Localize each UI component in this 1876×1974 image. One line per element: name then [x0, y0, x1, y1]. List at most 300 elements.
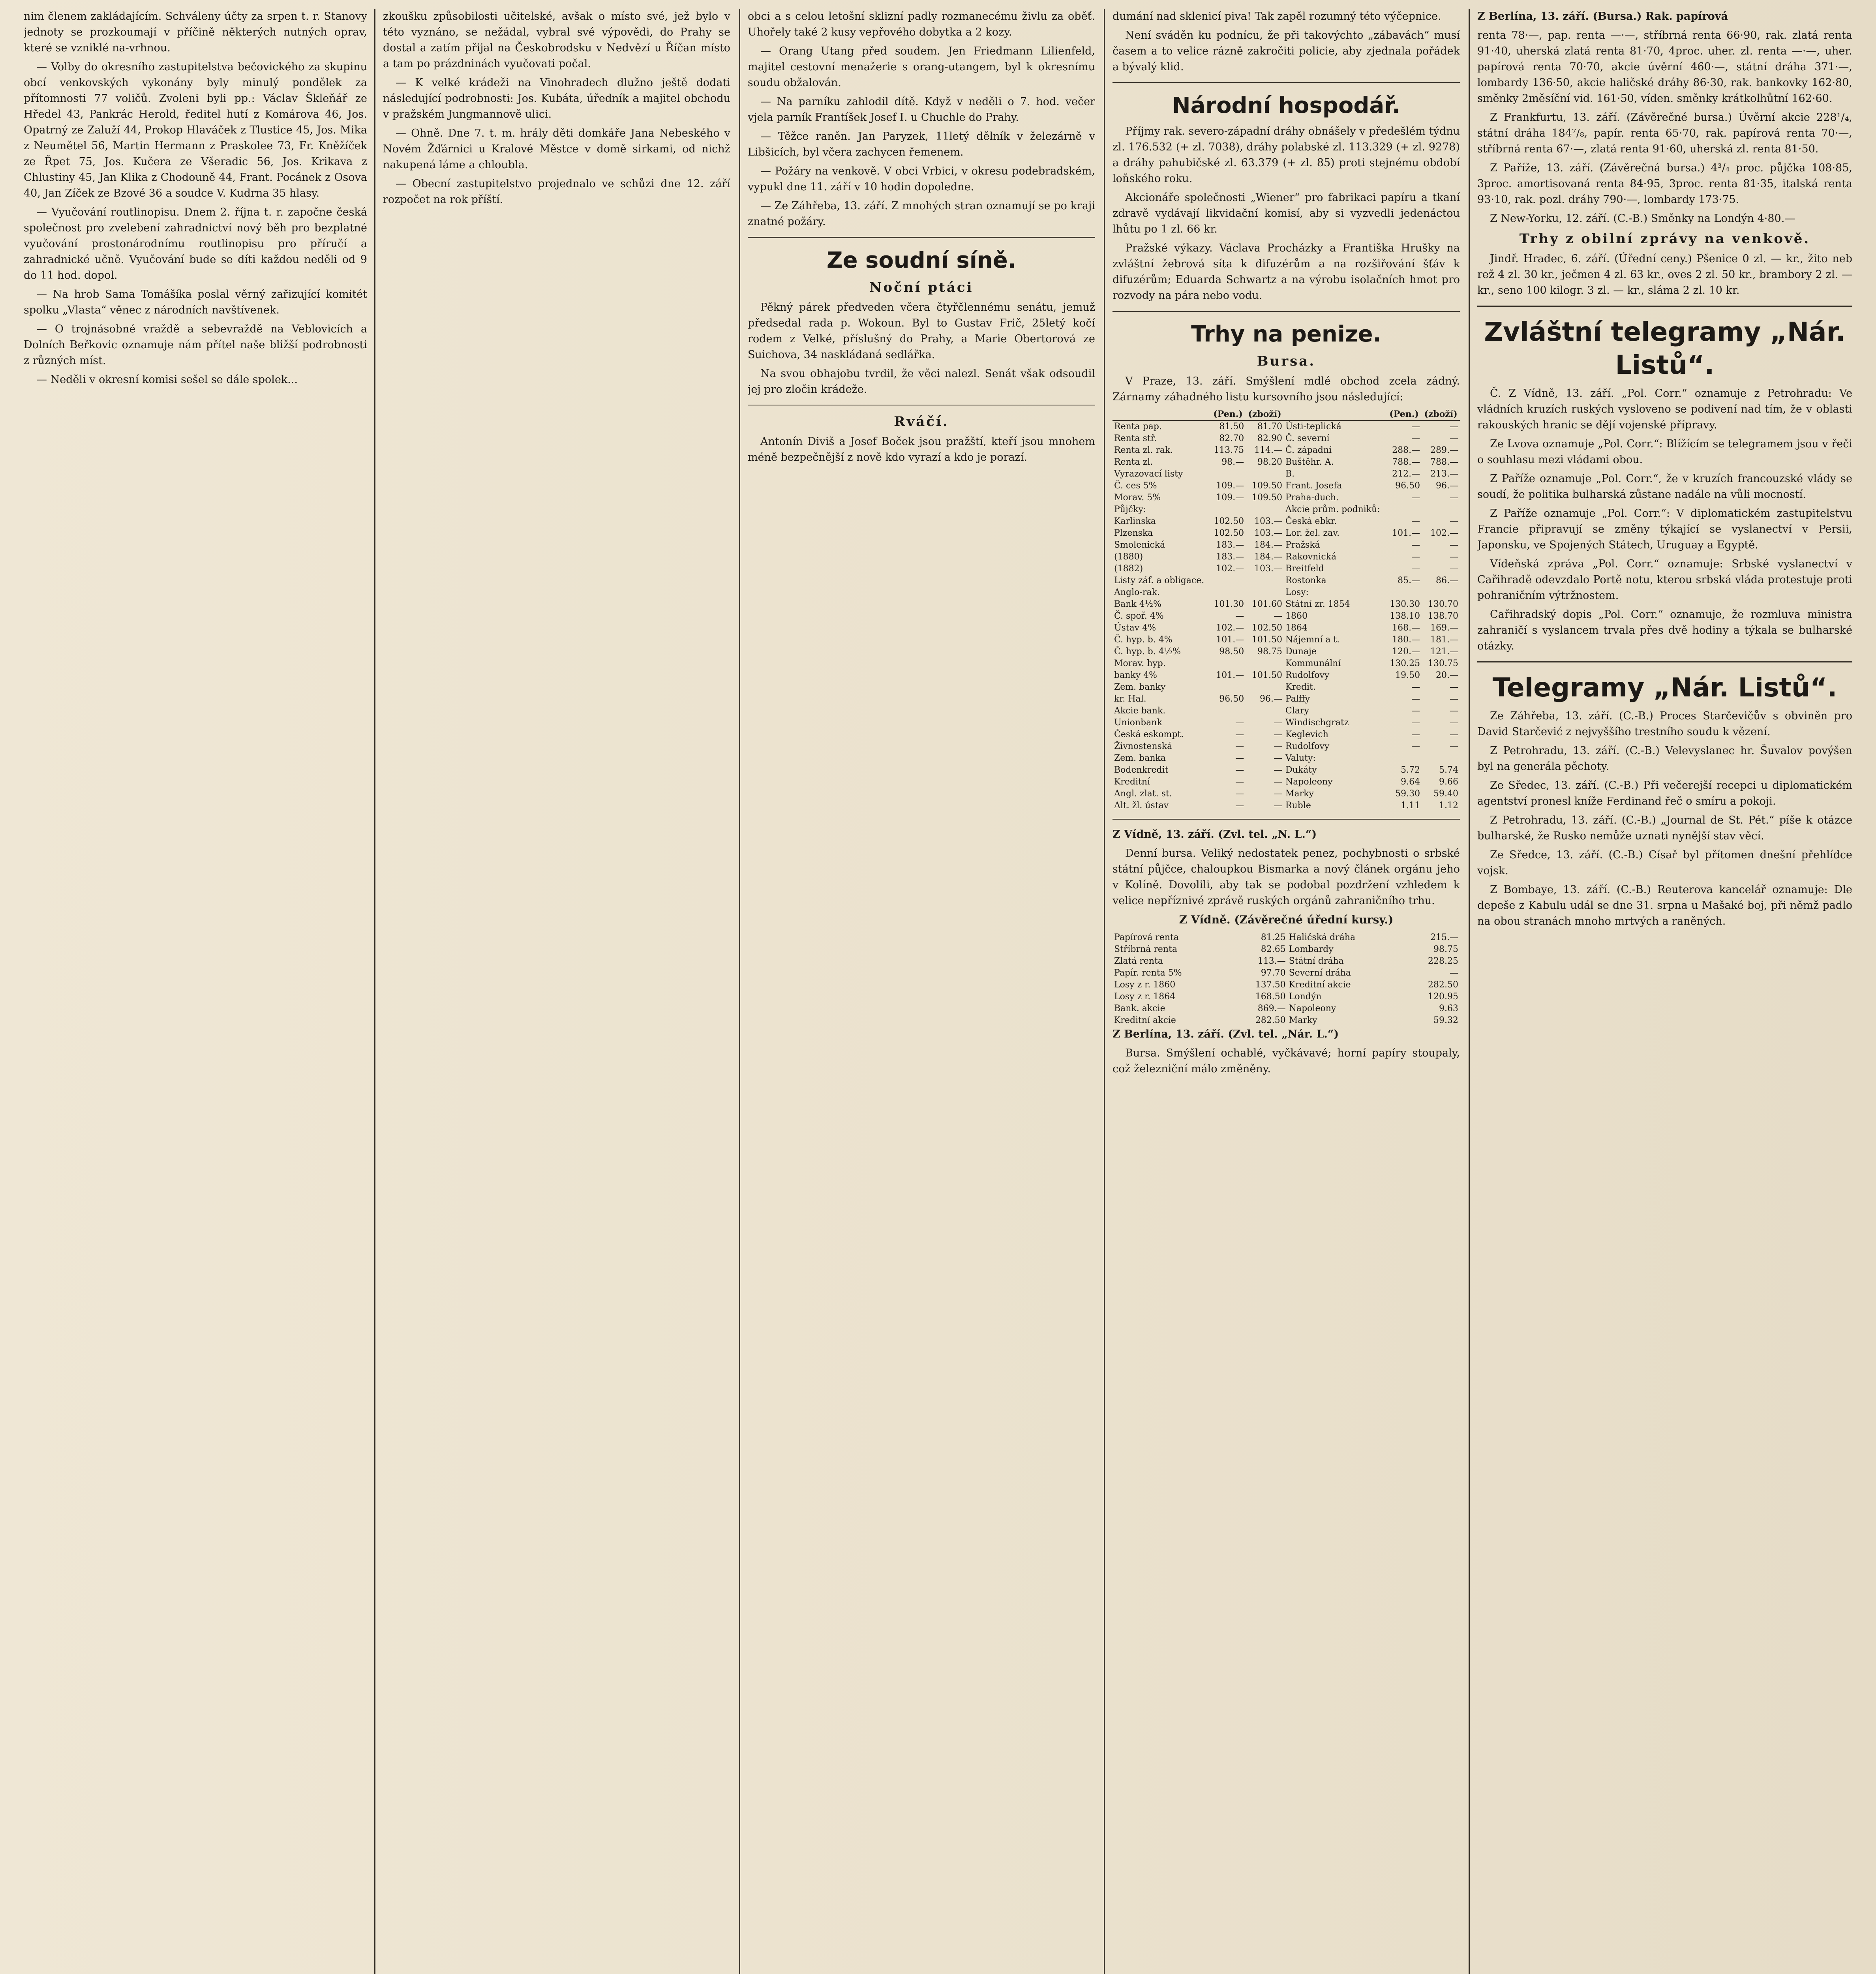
table-header-row: [1112, 408, 1460, 420]
table-cell: —: [1450, 516, 1458, 526]
table-cell: Buštěhr. A.: [1285, 457, 1334, 467]
table-cell: Č. hyp. b. 4½%: [1114, 647, 1181, 657]
table-cell: 109.—: [1216, 493, 1244, 503]
table-row: [1112, 752, 1460, 764]
table-cell: 138.70: [1428, 611, 1458, 621]
table-row: [1112, 705, 1460, 717]
table-cell: 213.—: [1430, 469, 1458, 479]
table-cell: Kommunální: [1285, 659, 1341, 668]
table-cell: —: [1411, 741, 1420, 751]
table-cell: Živnostenská: [1114, 741, 1172, 751]
table-cell: 98.75: [1433, 944, 1458, 954]
table-cell: Ruble: [1285, 801, 1311, 811]
article-paragraph: nim členem zakládajícím. Schváleny účty za srpen t. r. Stanovy jednoty se prozkoumají v příčině některých nutných oprav, které se vzniklé na-vrhnou.: [24, 10, 367, 54]
table-cell: 109.50: [1251, 493, 1282, 503]
table-cell: [1246, 705, 1284, 717]
table-cell: —: [1235, 765, 1244, 775]
table-cell: Napoleony: [1285, 777, 1333, 787]
article-paragraph: Příjmy rak. severo-západní dráhy obnášely v předešlém týdnu zl. 176.532 (+ zl. 7038), dráhy polabské zl. 113.329 (+ zl. 9278) a dráhy pahubičské zl. 63.379 (+ zl. 85) proti stejnému období loňského roku.: [1112, 125, 1460, 185]
table-cell: 98.50: [1219, 647, 1244, 657]
table-cell: —: [1450, 422, 1458, 432]
table-cell: Státní dráha: [1289, 956, 1344, 966]
table-row: [1112, 1003, 1460, 1015]
table-cell: 120.95: [1428, 992, 1458, 1002]
table-cell: 228.25: [1428, 956, 1458, 966]
article-paragraph: — Na parníku zahlodil dítě. Když v neděli o 7. hod. večer vjela parník Frantíšek Josef I. u Chuchle do Prahy.: [748, 96, 1095, 124]
table-cell: —: [1235, 730, 1244, 739]
table-cell: 82.65: [1261, 944, 1286, 954]
article-paragraph: obci a s celou letošní sklizní padly rozmanecému živlu za oběť. Uhořely také 2 kusy vepřového dobytka a 2 kozy.: [748, 10, 1095, 38]
table-cell: Kredit.: [1285, 682, 1316, 692]
column-rule: [1469, 9, 1470, 1974]
table-cell: 869.—: [1257, 1004, 1286, 1013]
article-paragraph: Pražské výkazy. Václava Procházky a Františka Hrušky na zvláštní žebrová síta k difuzérům a na rozšiřování šťáv k difuzérům; Eduarda Schwartz a na výrobu isolačních hmot pro rozvody na pára nebo vodu.: [1112, 242, 1460, 302]
table-cell: —: [1450, 564, 1458, 574]
table-row: [1112, 456, 1460, 468]
telegram-paragraph: Z Petrohradu, 13. září. (C.-B.) Velevyslanec hr. Šuvalov povýšen byl na generála pěchoty.: [1477, 745, 1852, 773]
table-cell: 183.—: [1216, 552, 1244, 562]
table-cell: 5.72: [1401, 765, 1420, 775]
table-cell: Kreditní: [1114, 777, 1150, 787]
table-cell: Listy záf. a obligace.: [1114, 576, 1204, 585]
table-cell: 168.—: [1392, 623, 1420, 633]
table-cell: Nájemní a t.: [1285, 635, 1340, 645]
table-cell: 109.—: [1216, 481, 1244, 491]
article-paragraph: Na svou obhajobu tvrdil, že věci nalezl. Senát však odsoudil jej pro zločin krádeže.: [748, 368, 1095, 396]
table-cell: Valuty:: [1285, 753, 1316, 763]
court-section-title: Ze soudní síně.: [826, 248, 1017, 273]
table-row: [1112, 693, 1460, 705]
table-cell: 121.—: [1430, 647, 1458, 657]
table-cell: Česká ebkr.: [1285, 516, 1337, 526]
table-cell: 81.70: [1257, 422, 1282, 432]
table-cell: 102.—: [1216, 564, 1244, 574]
table-cell: [1210, 681, 1246, 693]
section-divider: [1477, 306, 1852, 307]
article-paragraph: — Na hrob Sama Tomášíka poslal věrný zařizující komitét spolku „Vlasta“ věnec z národních navštívenek.: [24, 288, 367, 316]
table-row: [1112, 622, 1460, 634]
table-row: [1112, 967, 1460, 979]
table-cell: Rostonka: [1285, 576, 1326, 585]
telegram-paragraph: Ze Sředce, 13. září. (C.-B.) Císař byl přítomen dnešní přehlídce vojsk.: [1477, 849, 1852, 877]
table-cell: 102.—: [1216, 623, 1244, 633]
table-row: [1112, 646, 1460, 658]
table-cell: —: [1411, 694, 1420, 704]
table-cell: Anglo-rak.: [1114, 587, 1160, 597]
article-paragraph: Denní bursa. Veliký nedostatek penez, pochybnosti o srbské státní půjčce, chaloupkou Bismarka a nový článek orgánu jeho v Kolíně. Dovolili, aby tak se podobal pozdržení vzhledem k velice nepříznivé zprávě ruských orgánů zahraničního trhu.: [1112, 847, 1460, 907]
table-cell: 113.75: [1214, 445, 1244, 455]
table-row: [1112, 539, 1460, 551]
column-3: [748, 9, 1095, 1974]
article-paragraph: — Požáry na venkově. V obci Vrbici, v okresu podebradském, vypukl dne 11. září v 10 hodin dopoledne.: [748, 165, 1095, 193]
table-cell: [1246, 504, 1284, 516]
table-cell: —: [1450, 968, 1458, 978]
table-row: [1112, 563, 1460, 575]
table-cell: 103.—: [1254, 564, 1282, 574]
telegrams-title: Telegramy „Nár. Listů“.: [1492, 672, 1837, 703]
section-divider: [1112, 82, 1460, 83]
table-row: [1112, 729, 1460, 741]
table-cell: [1422, 504, 1460, 516]
column-4: [1112, 9, 1460, 1974]
table-cell: Haličská dráha: [1289, 933, 1356, 942]
section-divider: [1112, 819, 1460, 820]
table-cell: 181.—: [1430, 635, 1458, 645]
table-cell: —: [1450, 682, 1458, 692]
table-cell: —: [1411, 516, 1420, 526]
table-cell: 130.25: [1390, 659, 1420, 668]
table-cell: 82.70: [1219, 433, 1244, 443]
table-header-cell: [1112, 408, 1210, 420]
table-cell: Karlinska: [1114, 516, 1156, 526]
section-divider: [1477, 661, 1852, 662]
article-paragraph: dumání nad sklenicí piva! Tak zapěl rozumný této výčepnice.: [1112, 10, 1441, 23]
table-cell: Bank 4½%: [1114, 599, 1162, 609]
table-cell: —: [1273, 741, 1282, 751]
table-cell: Vyrazovací listy: [1114, 469, 1183, 479]
telegram-paragraph: Cařihradský dopis „Pol. Corr.“ oznamuje, že rozmluva ministra zahraničí s vyslancem trvala přes dvě hodiny a týkala se bulharské otázky.: [1477, 608, 1852, 652]
table-row: [1112, 1015, 1460, 1026]
table-row: [1112, 551, 1460, 563]
article-paragraph: Z Frankfurtu, 13. září. (Závěrečné bursa.) Úvěrní akcie 228¹/₄, státní dráha 184⁷/₈, papír. renta 65·70, rak. papírová renta 70·—, stříbrná renta 67·—, zlatá renta 91·60, uherská zl. renta 81·50.: [1477, 111, 1852, 155]
table-cell: Papír. renta 5%: [1114, 968, 1182, 978]
table-cell: 130.30: [1390, 599, 1420, 609]
table-row: [1112, 527, 1460, 539]
article-paragraph: — Vyučování routlinopisu. Dnem 2. října t. r. započne česká společnost pro zvelebení zahradnictví nový běh pro bezplatné vyučování prostonárodnímu routlinopisu pro příručí a zahradnické učně. Vyučování bude se díti každou neděli od 9 do 11 hod. dopol.: [24, 206, 367, 281]
telegram-paragraph: Č. Z Vídně, 13. září. „Pol. Corr.“ oznamuje z Petrohradu: Ve vládních kruzích ruských vysloveno se podivení nad tím, že v oblasti rakouských hranic se dějí vojenské přípravy.: [1477, 387, 1852, 431]
column-1: [24, 9, 367, 1974]
table-cell: Unionbank: [1114, 718, 1162, 728]
court-article-title: Noční ptáci: [869, 280, 974, 295]
article-paragraph: — Ohně. Dne 7. t. m. hrály děti domkáře Jana Nebeského v Novém Žďárnici u Kralové Městce v domě sirkami, od nichž nakupená láme a chloubla.: [383, 127, 730, 171]
table-cell: Losy z r. 1864: [1114, 992, 1176, 1002]
table-cell: Rudolfovy: [1285, 741, 1330, 751]
table-cell: Frant. Josefa: [1285, 481, 1342, 491]
table-cell: Č. spoř. 4%: [1114, 611, 1164, 621]
table-cell: 5.74: [1439, 765, 1458, 775]
table-cell: 183.—: [1216, 540, 1244, 550]
table-cell: Bodenkredit: [1114, 765, 1169, 775]
table-cell: —: [1411, 540, 1420, 550]
table-cell: —: [1450, 493, 1458, 503]
table-cell: 212.—: [1392, 469, 1420, 479]
table-cell: 98.—: [1221, 457, 1244, 467]
table-cell: [1246, 587, 1284, 599]
table-cell: —: [1450, 552, 1458, 562]
table-cell: 102.50: [1214, 516, 1244, 526]
article-paragraph: Není sváděn ku podnícu, že při takovýchto „zábavách“ musí časem a to velice rázně zakročiti policie, aby zjednala pořádek a bývalý klid.: [1112, 29, 1460, 73]
table-cell: —: [1411, 433, 1420, 443]
table-cell: —: [1273, 718, 1282, 728]
table-cell: 101.60: [1251, 599, 1282, 609]
table-cell: 215.—: [1430, 933, 1458, 942]
table-row: [1112, 420, 1460, 433]
table-cell: 788.—: [1392, 457, 1420, 467]
table-row: [1112, 932, 1460, 944]
table-cell: —: [1411, 493, 1420, 503]
table-cell: B.: [1285, 469, 1295, 479]
article-paragraph: zkoušku způsobilosti učitelské, avšak o místo své, jež bylo v této vyznáno, se nežádal, vybral své výpovědi, do Prahy se dostal a zatím přijal na Českobrodsku v Nedvězí u Říčan místo a tam po prázdninách vyučovati počal.: [383, 10, 730, 70]
table-cell: [1386, 587, 1422, 599]
prague-bourse-table: [1112, 408, 1460, 812]
feuilleton-title: Rváčí.: [894, 414, 949, 430]
table-cell: 114.—: [1254, 445, 1282, 455]
section-divider: [1112, 311, 1460, 312]
table-cell: [1210, 587, 1246, 599]
table-cell: —: [1450, 730, 1458, 739]
table-cell: 96.—: [1259, 694, 1282, 704]
table-cell: —: [1273, 789, 1282, 799]
vienna-close-table: [1112, 932, 1460, 1026]
table-cell: Pražská: [1285, 540, 1320, 550]
table-row: [1112, 800, 1460, 812]
table-cell: 101.—: [1216, 670, 1244, 680]
table-cell: 137.50: [1255, 980, 1286, 990]
article-paragraph: — O trojnásobné vraždě a sebevraždě na Veblovicích a Dolních Beřkovic oznamuje nám přítel naše bližší podrobnosti z různých míst.: [24, 323, 367, 367]
table-cell: 102.—: [1430, 528, 1458, 538]
article-paragraph: Bursa. Smýšlení ochablé, vyčkávavé; horní papíry stoupaly, což železniční málo změněny.: [1112, 1047, 1460, 1075]
table-cell: 282.50: [1428, 980, 1458, 990]
table-cell: Praha-duch.: [1285, 493, 1339, 503]
table-cell: —: [1450, 540, 1458, 550]
table-cell: [1246, 468, 1284, 480]
column-rule: [374, 9, 375, 1974]
telegram-paragraph: Z Petrohradu, 13. září. (C.-B.) „Journal de St. Pét.“ píše k otázce bulharské, že Rusko nemůže uznati nynější stav věcí.: [1477, 814, 1852, 842]
vienna-close-title: Z Vídně. (Závěrečné úřední kursy.): [1179, 913, 1394, 926]
table-cell: [1386, 504, 1422, 516]
article-paragraph: Akcionáře společnosti „Wiener“ pro fabrikaci papíru a tkaní zdravě vydávají likvidační komisí, aby si vyzvedli jedenáctou lhůtu po 1 zl. 66 kr.: [1112, 191, 1460, 235]
table-cell: Č. hyp. b. 4%: [1114, 635, 1172, 645]
table-cell: Londýn: [1289, 992, 1322, 1002]
table-cell: [1246, 658, 1284, 670]
table-cell: 9.66: [1439, 777, 1458, 787]
telegram-paragraph: Z Bombaye, 13. září. (C.-B.) Reuterova kancelář oznamuje: Dle depeše z Kabulu udál se dne 31. srpna u Mašaké boj, při němž padlo na obou stranách mnoho mrtvých a raněných.: [1477, 884, 1852, 927]
table-cell: Marky: [1289, 1015, 1317, 1025]
table-cell: banky 4%: [1114, 670, 1157, 680]
table-cell: Rakovnická: [1285, 552, 1337, 562]
table-cell: 130.75: [1428, 659, 1458, 668]
table-cell: 282.50: [1255, 1015, 1286, 1025]
table-cell: —: [1235, 801, 1244, 811]
table-cell: Kreditní akcie: [1114, 1015, 1176, 1025]
table-cell: [1422, 752, 1460, 764]
article-paragraph: — Volby do okresního zastupitelstva bečovického za skupinu obcí venkovských vykonány byly minulý pondělek za přítomnosti 77 voličů. Zvoleni byli pp.: Václav Škleňář ze Hředel 43, Pankrác Herold, ředitel hutí z Komárova 46, Jos. Opatrný ze Zaluží 44, Prokop Hlaváček z Tlustice 45, Jos. Mika z Neumětel 56, Martin Hermann z Praskolee 73, Fr. Kněžíček ze Řpet 75, Jos. Kučera ze Všeradic 56, Jos. Krikava z Chlustiny 45, Jan Klika z Chodouně 44, Frant. Pocánek z Osova 40, Jan Zíček ze Bzové 36 a soudce V. Kudrna 35 hlasy.: [24, 61, 367, 199]
table-cell: Půjčky:: [1114, 505, 1146, 514]
table-cell: Breitfeld: [1285, 564, 1324, 574]
table-row: [1112, 717, 1460, 729]
table-cell: 101.50: [1251, 635, 1282, 645]
article-paragraph: Z Paříže, 13. září. (Závěrečná bursa.) 4³/₄ proc. půjčka 108·85, 3proc. amortisovaná renta 84·95, 3proc. renta 81·35, italská renta 93·10, rak. pozl. dráhy 790·—, lombardy 173·75.: [1477, 162, 1852, 206]
table-cell: Morav. 5%: [1114, 493, 1161, 503]
table-row: [1112, 670, 1460, 681]
telegram-paragraph: Z Paříže oznamuje „Pol. Corr.“, že v kruzích francouzské vlády se soudí, že politika bulharská zůstane nadále na vůli mocností.: [1477, 473, 1852, 501]
table-cell: Renta pap.: [1114, 422, 1162, 432]
telegram-paragraph: Ze Sředec, 13. září. (C.-B.) Při večerejší recepci u diplomatickém agentství pronesl kníže Ferdinand řeč o smíru a pokoji.: [1477, 779, 1852, 807]
table-header-cell: (zboží): [1246, 408, 1284, 420]
article-paragraph: — K velké krádeži na Vinohradech dlužno ještě dodati následující podrobnosti: Jos. Kubáta, úředník a majitel obchodu v pražském Jungmannově ulici.: [383, 77, 730, 120]
table-row: [1112, 445, 1460, 456]
table-cell: 98.75: [1257, 647, 1282, 657]
table-cell: —: [1235, 753, 1244, 763]
table-cell: Stříbrná renta: [1114, 944, 1178, 954]
table-cell: 19.50: [1395, 670, 1420, 680]
table-cell: —: [1411, 718, 1420, 728]
table-cell: 169.—: [1430, 623, 1458, 633]
table-cell: 97.70: [1261, 968, 1286, 978]
table-cell: Dukáty: [1285, 765, 1317, 775]
table-cell: 138.10: [1390, 611, 1420, 621]
table-cell: Akcie bank.: [1114, 706, 1166, 716]
table-row: [1112, 776, 1460, 788]
bursa-subtitle: Bursa.: [1257, 353, 1316, 369]
table-cell: 184.—: [1254, 540, 1282, 550]
table-cell: Č. ces 5%: [1114, 481, 1157, 491]
table-row: [1112, 587, 1460, 599]
table-header-cell: (zboží): [1422, 408, 1460, 420]
table-cell: Zlatá renta: [1114, 956, 1163, 966]
vienna-telegram-title: Z Vídně, 13. září. (Zvl. tel. „N. L.“): [1112, 828, 1317, 841]
table-cell: —: [1235, 741, 1244, 751]
table-header-cell: (Pen.): [1386, 408, 1422, 420]
article-paragraph: Pěkný párek předveden včera čtyřčlennému senátu, jemuž předsedal rada p. Wokoun. Byl to Gustav Frič, 25letý kočí rodem z Velké, příslušný do Prahy, a Marie Obertorová ze Suichova, 34 naskládaná sedlářka.: [748, 301, 1095, 361]
table-cell: 103.—: [1254, 516, 1282, 526]
table-cell: 109.50: [1251, 481, 1282, 491]
table-cell: [1386, 752, 1422, 764]
table-cell: 96.50: [1219, 694, 1244, 704]
table-cell: Morav. hyp.: [1114, 659, 1166, 668]
table-cell: Severní dráha: [1289, 968, 1351, 978]
table-row: [1112, 504, 1460, 516]
table-row: [1112, 979, 1460, 991]
telegram-paragraph: Ze Lvova oznamuje „Pol. Corr.“: Blížícím se telegramem jsou v řeči o souhlasu mezi vládami obou.: [1477, 438, 1852, 466]
article-paragraph: — Orang Utang před soudem. Jen Friedmann Lilienfeld, majitel cestovní menažerie s orang-utangem, byl k okresnímu soudu obžalován.: [748, 45, 1095, 89]
table-cell: Zem. banky: [1114, 682, 1166, 692]
table-cell: Losy z r. 1860: [1114, 980, 1176, 990]
column-2: [383, 9, 730, 1974]
table-cell: —: [1411, 564, 1420, 574]
table-cell: [1246, 575, 1284, 587]
table-cell: Ústav 4%: [1114, 623, 1156, 633]
table-cell: —: [1273, 730, 1282, 739]
table-cell: 82.90: [1257, 433, 1282, 443]
economy-section-title: Národní hospodář.: [1172, 93, 1401, 118]
table-cell: —: [1450, 741, 1458, 751]
table-cell: Palffy: [1285, 694, 1310, 704]
table-cell: 9.63: [1439, 1004, 1458, 1013]
table-cell: 103.—: [1254, 528, 1282, 538]
table-cell: —: [1450, 706, 1458, 716]
table-row: [1112, 468, 1460, 480]
table-cell: 788.—: [1430, 457, 1458, 467]
table-cell: 1.11: [1401, 801, 1420, 811]
table-cell: —: [1235, 789, 1244, 799]
article-paragraph: renta 78·—, pap. renta —·—, stříbrná renta 66·90, rak. zlatá renta 91·40, uherská zlatá renta 81·70, 4proc. uher. zl. renta —·—, uher. papírová renta 70·70, akcie úvěrní 460·—, státní dráha 371·—, lombardy 136·50, akcie haličské dráhy 86·30, rak. bankovky 162·80, směnky 2měsíční vid. 161·50, víden. směnky krátkolhůtní 162·60.: [1477, 29, 1852, 105]
table-cell: 102.50: [1251, 623, 1282, 633]
table-cell: —: [1273, 777, 1282, 787]
table-cell: Plzenska: [1114, 528, 1153, 538]
table-cell: Renta stř.: [1114, 433, 1157, 443]
article-paragraph: — Neděli v okresní komisi sešel se dále spolek...: [36, 373, 298, 386]
table-cell: [1422, 587, 1460, 599]
table-cell: 98.20: [1257, 457, 1282, 467]
table-row: [1112, 433, 1460, 445]
table-cell: —: [1273, 801, 1282, 811]
table-cell: Bank. akcie: [1114, 1004, 1165, 1013]
table-cell: —: [1411, 422, 1420, 432]
table-cell: [1210, 658, 1246, 670]
berlin-bourse-title: Z Berlína, 13. září. (Bursa.) Rak. papírová: [1477, 10, 1728, 23]
table-cell: Napoleony: [1289, 1004, 1336, 1013]
article-paragraph: Jindř. Hradec, 6. září. (Úřední ceny.) Pšenice 0 zl. — kr., žito neb rež 4 zl. 30 kr., ječmen 4 zl. 63 kr., oves 2 zl. 50 kr., brambory 2 zl. — kr., seno 100 kilogr. 3 zl. — kr., sláma 2 zl. 10 kr.: [1477, 253, 1852, 296]
section-divider: [748, 237, 1095, 238]
table-cell: Clary: [1285, 706, 1309, 716]
table-row: [1112, 741, 1460, 752]
table-cell: 184.—: [1254, 552, 1282, 562]
table-cell: —: [1235, 718, 1244, 728]
table-cell: 180.—: [1392, 635, 1420, 645]
table-cell: Akcie prům. podniků:: [1285, 505, 1380, 514]
telegram-paragraph: Vídeňská zpráva „Pol. Corr.“ oznamuje: Srbské vyslanectví v Cařihradě odevzdalo Portě notu, kterou srbská vláda protestuje proti pohraničním výtržnostem.: [1477, 558, 1852, 602]
grain-market-title: Trhy z obilní zprávy na venkově.: [1519, 231, 1810, 247]
table-cell: 9.64: [1401, 777, 1420, 787]
table-cell: Č. severní: [1285, 433, 1330, 443]
table-cell: Dunaje: [1285, 647, 1317, 657]
table-cell: —: [1411, 552, 1420, 562]
table-cell: Renta zl.: [1114, 457, 1153, 467]
table-cell: Zem. banka: [1114, 753, 1166, 763]
table-cell: Angl. zlat. st.: [1114, 789, 1172, 799]
table-cell: [1210, 705, 1246, 717]
table-cell: Rudolfovy: [1285, 670, 1330, 680]
table-cell: 130.70: [1428, 599, 1458, 609]
table-cell: kr. Hal.: [1114, 694, 1146, 704]
table-cell: —: [1273, 753, 1282, 763]
special-telegrams-title: Zvláštní telegramy „Nár. Listů“.: [1484, 317, 1846, 380]
table-cell: 81.50: [1219, 422, 1244, 432]
table-row: [1112, 944, 1460, 955]
table-cell: Losy:: [1285, 587, 1309, 597]
table-cell: Marky: [1285, 789, 1314, 799]
table-cell: —: [1411, 682, 1420, 692]
table-cell: 168.50: [1255, 992, 1286, 1002]
table-cell: 101.30: [1214, 599, 1244, 609]
table-cell: (1882): [1114, 564, 1143, 574]
telegram-paragraph: Ze Záhřeba, 13. září. (C.-B.) Proces Starčevičův s obviněn pro David Starčević z nejvyššího trestního soudu k vězení.: [1477, 710, 1852, 738]
article-paragraph: Z New-Yorku, 12. září. (C.-B.) Směnky na Londýn 4·80.—: [1490, 212, 1795, 225]
table-cell: 288.—: [1392, 445, 1420, 455]
table-cell: —: [1273, 765, 1282, 775]
table-cell: 101.—: [1216, 635, 1244, 645]
table-cell: 81.25: [1261, 933, 1286, 942]
table-cell: Kreditní akcie: [1289, 980, 1351, 990]
table-row: [1112, 955, 1460, 967]
table-row: [1112, 634, 1460, 646]
article-paragraph: — Těžce raněn. Jan Paryzek, 11letý dělník v železárně v Libšicích, byl včera zachycen řemenem.: [748, 130, 1095, 158]
table-cell: Smolenická: [1114, 540, 1165, 550]
table-cell: 59.32: [1433, 1015, 1458, 1025]
table-row: [1112, 681, 1460, 693]
table-cell: 101.50: [1251, 670, 1282, 680]
table-cell: 1864: [1285, 623, 1308, 633]
article-paragraph: — Obecní zastupitelstvo projednalo ve schůzi dne 12. září rozpočet na rok příští.: [383, 178, 730, 206]
table-cell: 86.—: [1436, 576, 1458, 585]
table-cell: [1246, 681, 1284, 693]
column-rule: [739, 9, 740, 1974]
table-row: [1112, 991, 1460, 1003]
table-cell: Státní zr. 1854: [1285, 599, 1350, 609]
table-cell: [1210, 504, 1246, 516]
table-cell: Česká eskompt.: [1114, 730, 1184, 739]
